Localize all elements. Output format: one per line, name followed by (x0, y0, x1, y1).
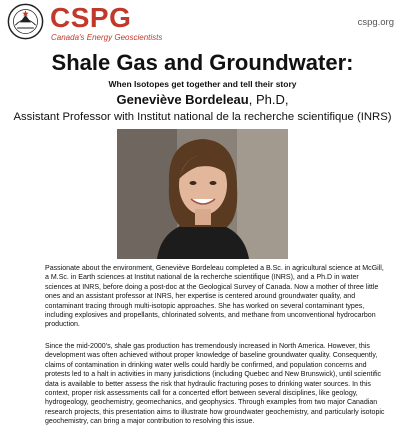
brand-tagline: Canada's Energy Geoscientists (51, 33, 163, 42)
speaker-portrait (117, 129, 288, 259)
speaker-affiliation: Assistant Professor with Institut national de la recherche scientifique (INRS) (13, 111, 392, 123)
speaker-photo (117, 129, 288, 259)
talk-abstract: Since the mid-2000's, shale gas production has tremendously increased in North America. However, this development was often achieved without proper knowledge of baseline groundwater quality. Consequently, claims of contamination in drinking water wells could hardly be confirmed, and population concerns and protests led to a halt in activities in many jurisdictions (including Quebec and New Brunswick), until scientific data is available to better assess the risk that hydraulic fracturing poses to drinking water sources. In this context, proper risk assessments call for a concerted effort between several disciplines, like geology, hydrogeology, geochemistry, geomechanics, and geophysics. Through examples from two major Canadian research projects, this presentation aims to illustrate how groundwater geochemistry, and particularly isotopic geochemistry, can bring a major contribution to resolving this issue. (45, 343, 385, 426)
speaker-credential: , Ph.D, (248, 92, 289, 107)
speaker-name: Geneviève Bordeleau (116, 92, 249, 107)
brand-name: CSPG (50, 2, 132, 33)
header (0, 0, 405, 44)
cspg-seal-icon (7, 3, 44, 40)
speaker-line (0, 92, 405, 108)
talk-subtitle: When Isotopes get together and tell their story (108, 79, 297, 89)
speaker-bio: Passionate about the environment, Geneviève Bordeleau completed a B.Sc. in agricultural science at McGill, a M.Sc. in Earth sciences at Institut national de la recherche scientifique (INRS), and a Ph.D in water sciences at INRS, before doing a post-doc at the Geological Survey of Canada. Now a mother of three little ones and an assistant professor at INRS, her expertise is centered around groundwater quality, and contaminant tracing through multi-isotopic approaches. She has worked on several contaminant types, including explosives and propellants, chlorinated solvents, and methane from unconventional hydrocarbon production. (45, 265, 384, 329)
website-link[interactable]: cspg.org (357, 17, 394, 28)
talk-title: Shale Gas and Groundwater: (51, 50, 354, 75)
